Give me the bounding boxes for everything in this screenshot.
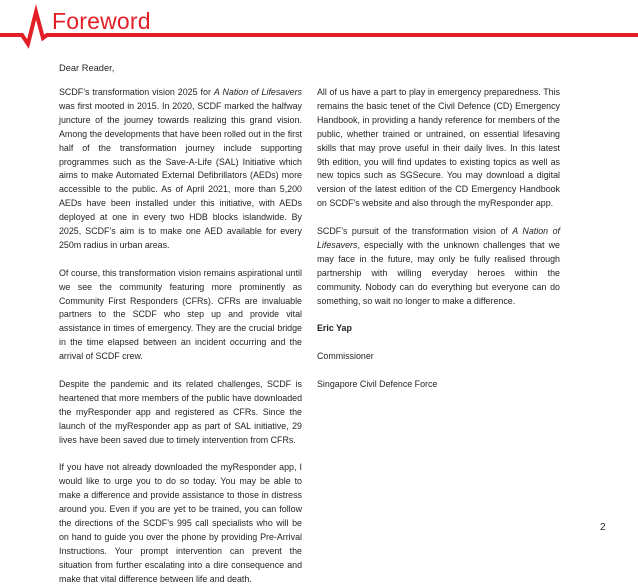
signatory-organization: Singapore Civil Defence Force: [317, 378, 438, 389]
letter-greeting: Dear Reader,: [59, 63, 115, 73]
paragraph-text: was first mooted in 2015. In 2020, SCDF marked the halfway juncture of the journey towards realizing this grand vision. Among the developments that have been rolled out in the first half of the transformation journey include supporting programmes such as the Save-A-Life (SAL) Initiative which aims to make Automated External Defibrillators (AEDs) more accessible to the public. As of April 2021, more than 5,200 AEDs have been installed under this initiative, with AEDs deployed at one in every two HDB blocks islandwide. By 2025, SCDF’s aim is to make one AED available for every 250m radius in urban areas.: [59, 100, 302, 250]
left-column: [59, 86, 302, 587]
page-header: [0, 0, 638, 50]
paragraph-text: , especially with the unknown challenges that we may face in the future, may only be fully realised through partnership with willing everyday heroes within the community. Nobody can do everything but everyone can do something, so wait no longer to make a difference.: [317, 239, 560, 306]
emphasis-text: A Nation of Lifesavers: [317, 226, 560, 250]
page-title: Foreword: [52, 8, 151, 34]
right-column: [317, 86, 560, 406]
signature-block: [317, 322, 560, 392]
paragraph-myresponder: If you have not already downloaded the myResponder app, I would like to urge you to do so today. You may be able to make a difference and provide assistance to those in distress around you. Even if you are yet to be trained, you can follow the directions of the SCDF’s 995 call specialists who will be on hand to guide you over the phone by providing Pre-Arrival Instructions. Your prompt intervention can prevent the situation from further escalating into a dire consequence and make that vital difference between life and death.: [59, 462, 302, 584]
paragraph-pursuit: [317, 225, 560, 308]
page-number: 2: [600, 522, 606, 533]
paragraph-handbook: All of us have a part to play in emergency preparedness. This remains the basic tenet of the Civil Defence (CD) Emergency Handbook, in providing a handy reference for members of the public, whether trained or untrained, on essential lifesaving skills that may prove useful in their daily lives. In this latest 9th edition, you will find updates to existing topics as well as new topics such as SGSecure. You may download a digital version of the latest edition of the CD Emergency Handbook on SCDF’s website and also through the myResponder app.: [317, 87, 560, 209]
paragraph-cfr: Of course, this transformation vision remains aspirational until we see the community featuring more prominently as Community First Responders (CFRs). CFRs are invaluable partners to the SCDF who step up and provide vital assistance in times of emergency. They are the crucial bridge in the time elapsed between an incident occurring and the arrival of SCDF crew.: [59, 267, 302, 362]
paragraph-text: SCDF’s pursuit of the transformation vision of: [317, 226, 513, 237]
paragraph-text: SCDF’s transformation vision 2025 for: [59, 87, 214, 97]
paragraph-pandemic: Despite the pandemic and its related challenges, SCDF is heartened that more members of the public have downloaded the myResponder app and registered as CFRs. Since the launch of the myResponder app as part of SAL initiative, 29 lives have been saved due to timely intervention from CFRs.: [59, 379, 302, 445]
paragraph-vision: [59, 86, 302, 253]
signatory-title: Commissioner: [317, 351, 374, 362]
signatory-name: Eric Yap: [317, 323, 352, 334]
emphasis-text: A Nation of Lifesavers: [213, 87, 302, 97]
